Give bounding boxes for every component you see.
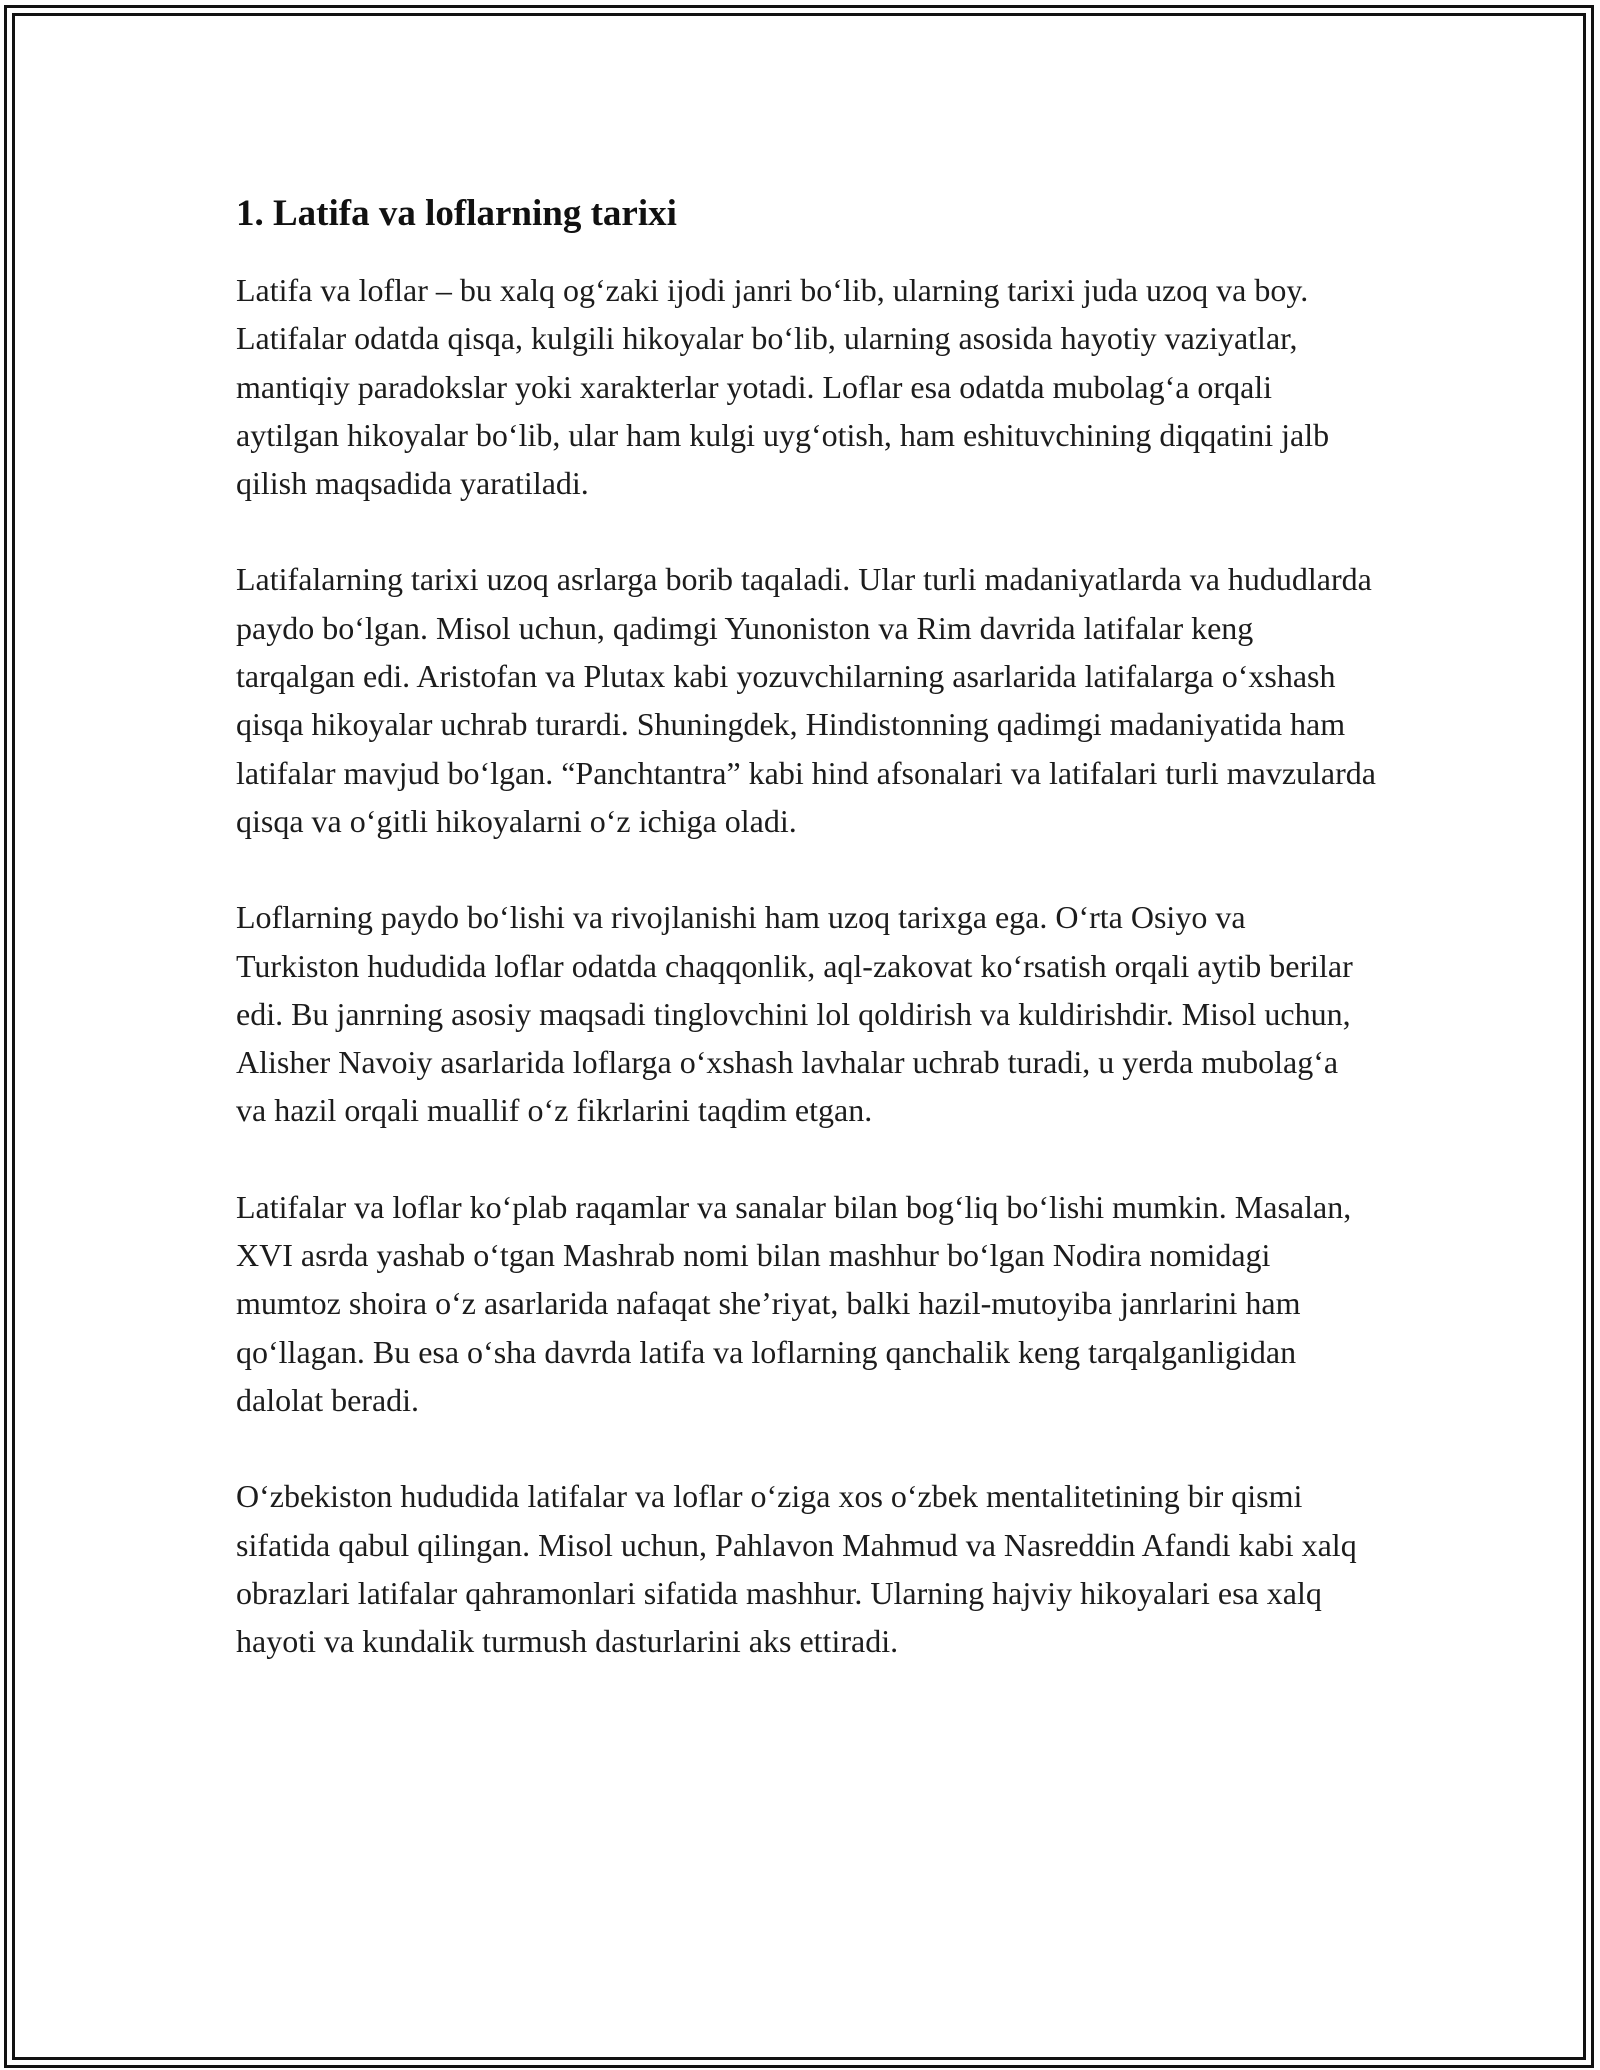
paragraph-latifa-history: Latifalarning tarixi uzoq asrlarga borib taqaladi. Ular turli madaniyatlarda va hududlarda paydo boʻlgan. Misol uchun, qadimgi Yunoniston va Rim davrida latifalar keng tarqalgan edi. Aristofan va Plutax kabi yozuvchilarning asarlarida latifalarga oʻxshash qisqa hikoyalar uchrab turardi. Shuningdek, Hindistonning qadimgi madaniyatida ham latifalar mavjud boʻlgan. “Panchtantra” kabi hind afsonalari va latifalari turli mavzularda qisqa va oʻgitli hikoyalarni oʻz ichiga oladi. (236, 561, 1376, 839)
section-heading: 1. Latifa va loflarning tarixi (236, 193, 677, 234)
paragraph-uzbekistan: Oʻzbekiston hududida latifalar va loflar oʻziga xos oʻzbek mentalitetining bir qismi sifatida qabul qilingan. Misol uchun, Pahlavon Mahmud va Nasreddin Afandi kabi xalq obrazlari latifalar qahramonlari sifatida mashhur. Ularning hajviy hikoyalari esa xalq hayoti va kundalik turmush dasturlarini aks ettiradi. (236, 1478, 1357, 1660)
paragraph-lof-history: Loflarning paydo boʻlishi va rivojlanishi ham uzoq tarixga ega. Oʻrta Osiyo va Turkiston hududida loflar odatda chaqqonlik, aql-zakovat koʻrsatish orqali aytib berilar edi. Bu janrning asosiy maqsadi tinglovchini lol qoldirish va kuldirishdir. Misol uchun, Alisher Navoiy asarlarida loflarga oʻxshash lavhalar uchrab turadi, u yerda mubolagʻa va hazil orqali muallif oʻz fikrlarini taqdim etgan. (236, 899, 1353, 1129)
paragraph-intro: Latifa va loflar – bu xalq ogʻzaki ijodi janri boʻlib, ularning tarixi juda uzoq va boy. Latifalar odatda qisqa, kulgili hikoyalar boʻlib, ularning asosida hayotiy vaziyatlar, mantiqiy paradokslar yoki xarakterlar yotadi. Loflar esa odatda mubolagʻa orqali aytilgan hikoyalar boʻlib, ular ham kulgi uygʻotish, ham eshituvchining diqqatini jalb qilish maqsadida yaratiladi. (236, 272, 1330, 502)
paragraph-dates: Latifalar va loflar koʻplab raqamlar va sanalar bilan bogʻliq boʻlishi mumkin. Masalan, XVI asrda yashab oʻtgan Mashrab nomi bilan mashhur boʻlgan Nodira nomidagi mumtoz shoira oʻz asarlarida nafaqat sheʼriyat, balki hazil-mutoyiba janrlarini ham qoʻllagan. Bu esa oʻsha davrda latifa va loflarning qanchalik keng tarqalganligidan dalolat beradi. (236, 1188, 1352, 1418)
document-body (236, 186, 1376, 1713)
